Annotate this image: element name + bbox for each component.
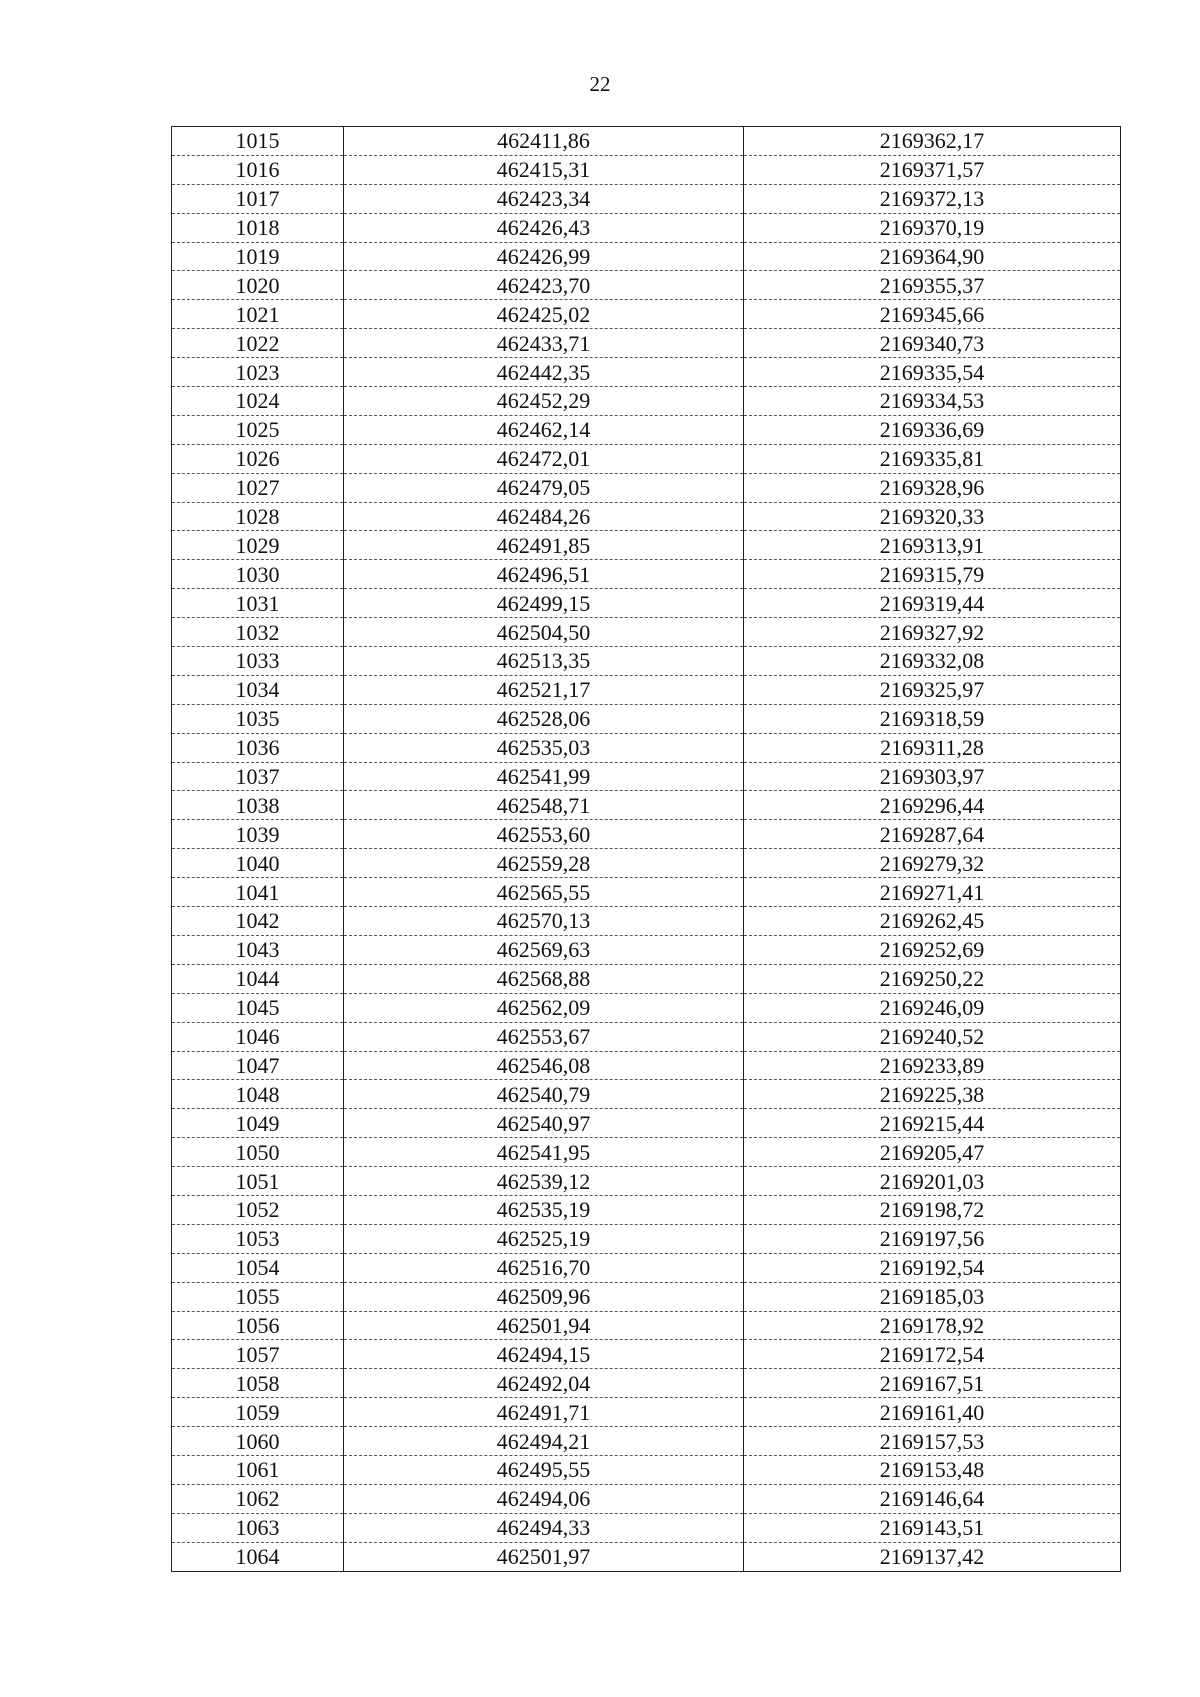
table-row [172,1340,1121,1369]
point-number-cell: 1046 [172,1022,344,1051]
table-row [172,849,1121,878]
x-coordinate-cell: 462540,79 [344,1080,744,1109]
y-coordinate-cell: 2169252,69 [744,935,1121,964]
y-coordinate-cell: 2169185,03 [744,1282,1121,1311]
y-coordinate-cell: 2169153,48 [744,1455,1121,1484]
y-coordinate-cell: 2169172,54 [744,1340,1121,1369]
point-number-cell: 1055 [172,1282,344,1311]
y-coordinate-cell: 2169271,41 [744,878,1121,907]
y-coordinate-cell: 2169205,47 [744,1138,1121,1167]
y-coordinate-cell: 2169197,56 [744,1224,1121,1253]
x-coordinate-cell: 462568,88 [344,964,744,993]
point-number-cell: 1024 [172,387,344,416]
x-coordinate-cell: 462553,60 [344,820,744,849]
y-coordinate-cell: 2169335,81 [744,444,1121,473]
y-coordinate-cell: 2169233,89 [744,1051,1121,1080]
y-coordinate-cell: 2169334,53 [744,387,1121,416]
table-row [172,1484,1121,1513]
y-coordinate-cell: 2169262,45 [744,907,1121,936]
point-number-cell: 1030 [172,560,344,589]
table-row [172,1167,1121,1196]
y-coordinate-cell: 2169279,32 [744,849,1121,878]
point-number-cell: 1031 [172,589,344,618]
x-coordinate-cell: 462565,55 [344,878,744,907]
x-coordinate-cell: 462509,96 [344,1282,744,1311]
table-row [172,1253,1121,1282]
table-row [172,618,1121,647]
y-coordinate-cell: 2169296,44 [744,791,1121,820]
x-coordinate-cell: 462433,71 [344,329,744,358]
x-coordinate-cell: 462541,99 [344,762,744,791]
point-number-cell: 1062 [172,1484,344,1513]
x-coordinate-cell: 462535,03 [344,733,744,762]
x-coordinate-cell: 462472,01 [344,444,744,473]
x-coordinate-cell: 462411,86 [344,127,744,156]
page-number: 22 [589,72,611,96]
x-coordinate-cell: 462425,02 [344,300,744,329]
point-number-cell: 1054 [172,1253,344,1282]
x-coordinate-cell: 462462,14 [344,415,744,444]
y-coordinate-cell: 2169178,92 [744,1311,1121,1340]
point-number-cell: 1036 [172,733,344,762]
point-number-cell: 1048 [172,1080,344,1109]
table-row [172,444,1121,473]
x-coordinate-cell: 462494,21 [344,1427,744,1456]
x-coordinate-cell: 462516,70 [344,1253,744,1282]
y-coordinate-cell: 2169225,38 [744,1080,1121,1109]
x-coordinate-cell: 462442,35 [344,358,744,387]
table-row [172,184,1121,213]
y-coordinate-cell: 2169198,72 [744,1195,1121,1224]
point-number-cell: 1064 [172,1542,344,1571]
point-number-cell: 1021 [172,300,344,329]
x-coordinate-cell: 462521,17 [344,675,744,704]
point-number-cell: 1027 [172,473,344,502]
point-number-cell: 1051 [172,1167,344,1196]
table-row [172,213,1121,242]
point-number-cell: 1043 [172,935,344,964]
table-row [172,1080,1121,1109]
point-number-cell: 1050 [172,1138,344,1167]
x-coordinate-cell: 462504,50 [344,618,744,647]
table-row [172,1398,1121,1427]
coordinates-table [171,126,1121,1572]
y-coordinate-cell: 2169364,90 [744,242,1121,271]
x-coordinate-cell: 462570,13 [344,907,744,936]
point-number-cell: 1060 [172,1427,344,1456]
y-coordinate-cell: 2169143,51 [744,1513,1121,1542]
point-number-cell: 1058 [172,1369,344,1398]
x-coordinate-cell: 462423,34 [344,184,744,213]
point-number-cell: 1047 [172,1051,344,1080]
table-row [172,791,1121,820]
point-number-cell: 1016 [172,155,344,184]
x-coordinate-cell: 462426,99 [344,242,744,271]
table-row [172,993,1121,1022]
table-row [172,733,1121,762]
table-row [172,1427,1121,1456]
x-coordinate-cell: 462415,31 [344,155,744,184]
y-coordinate-cell: 2169371,57 [744,155,1121,184]
table-row [172,589,1121,618]
y-coordinate-cell: 2169335,54 [744,358,1121,387]
table-row [172,1138,1121,1167]
point-number-cell: 1015 [172,127,344,156]
table-row [172,935,1121,964]
y-coordinate-cell: 2169192,54 [744,1253,1121,1282]
x-coordinate-cell: 462491,85 [344,531,744,560]
table-row [172,1051,1121,1080]
coordinates-table-body [172,127,1121,1572]
table-row [172,300,1121,329]
y-coordinate-cell: 2169340,73 [744,329,1121,358]
x-coordinate-cell: 462495,55 [344,1455,744,1484]
y-coordinate-cell: 2169287,64 [744,820,1121,849]
x-coordinate-cell: 462496,51 [344,560,744,589]
x-coordinate-cell: 462484,26 [344,502,744,531]
y-coordinate-cell: 2169370,19 [744,213,1121,242]
table-row [172,820,1121,849]
y-coordinate-cell: 2169319,44 [744,589,1121,618]
point-number-cell: 1057 [172,1340,344,1369]
point-number-cell: 1025 [172,415,344,444]
table-row [172,531,1121,560]
table-row [172,907,1121,936]
table-row [172,127,1121,156]
x-coordinate-cell: 462501,97 [344,1542,744,1571]
x-coordinate-cell: 462492,04 [344,1369,744,1398]
point-number-cell: 1034 [172,675,344,704]
table-row [172,155,1121,184]
point-number-cell: 1063 [172,1513,344,1542]
point-number-cell: 1018 [172,213,344,242]
point-number-cell: 1029 [172,531,344,560]
point-number-cell: 1041 [172,878,344,907]
y-coordinate-cell: 2169201,03 [744,1167,1121,1196]
y-coordinate-cell: 2169315,79 [744,560,1121,589]
point-number-cell: 1061 [172,1455,344,1484]
table-row [172,1542,1121,1571]
x-coordinate-cell: 462479,05 [344,473,744,502]
x-coordinate-cell: 462426,43 [344,213,744,242]
table-row [172,1224,1121,1253]
point-number-cell: 1052 [172,1195,344,1224]
point-number-cell: 1022 [172,329,344,358]
table-row [172,387,1121,416]
point-number-cell: 1038 [172,791,344,820]
point-number-cell: 1019 [172,242,344,271]
x-coordinate-cell: 462535,19 [344,1195,744,1224]
x-coordinate-cell: 462559,28 [344,849,744,878]
point-number-cell: 1040 [172,849,344,878]
y-coordinate-cell: 2169345,66 [744,300,1121,329]
table-row [172,647,1121,676]
point-number-cell: 1017 [172,184,344,213]
x-coordinate-cell: 462540,97 [344,1109,744,1138]
table-row [172,502,1121,531]
y-coordinate-cell: 2169327,92 [744,618,1121,647]
table-row [172,1022,1121,1051]
y-coordinate-cell: 2169320,33 [744,502,1121,531]
point-number-cell: 1059 [172,1398,344,1427]
y-coordinate-cell: 2169311,28 [744,733,1121,762]
table-row [172,964,1121,993]
y-coordinate-cell: 2169362,17 [744,127,1121,156]
point-number-cell: 1032 [172,618,344,647]
y-coordinate-cell: 2169137,42 [744,1542,1121,1571]
y-coordinate-cell: 2169355,37 [744,271,1121,300]
y-coordinate-cell: 2169250,22 [744,964,1121,993]
x-coordinate-cell: 462553,67 [344,1022,744,1051]
table-row [172,242,1121,271]
table-row [172,762,1121,791]
point-number-cell: 1042 [172,907,344,936]
point-number-cell: 1049 [172,1109,344,1138]
point-number-cell: 1053 [172,1224,344,1253]
point-number-cell: 1056 [172,1311,344,1340]
x-coordinate-cell: 462494,15 [344,1340,744,1369]
y-coordinate-cell: 2169332,08 [744,647,1121,676]
y-coordinate-cell: 2169240,52 [744,1022,1121,1051]
y-coordinate-cell: 2169161,40 [744,1398,1121,1427]
table-row [172,1455,1121,1484]
y-coordinate-cell: 2169303,97 [744,762,1121,791]
y-coordinate-cell: 2169215,44 [744,1109,1121,1138]
point-number-cell: 1028 [172,502,344,531]
y-coordinate-cell: 2169372,13 [744,184,1121,213]
x-coordinate-cell: 462569,63 [344,935,744,964]
table-row [172,1311,1121,1340]
table-row [172,329,1121,358]
x-coordinate-cell: 462562,09 [344,993,744,1022]
x-coordinate-cell: 462528,06 [344,704,744,733]
point-number-cell: 1033 [172,647,344,676]
table-row [172,415,1121,444]
y-coordinate-cell: 2169157,53 [744,1427,1121,1456]
x-coordinate-cell: 462539,12 [344,1167,744,1196]
x-coordinate-cell: 462513,35 [344,647,744,676]
x-coordinate-cell: 462494,33 [344,1513,744,1542]
point-number-cell: 1023 [172,358,344,387]
x-coordinate-cell: 462548,71 [344,791,744,820]
table-row [172,1282,1121,1311]
x-coordinate-cell: 462525,19 [344,1224,744,1253]
point-number-cell: 1039 [172,820,344,849]
point-number-cell: 1026 [172,444,344,473]
point-number-cell: 1020 [172,271,344,300]
y-coordinate-cell: 2169325,97 [744,675,1121,704]
table-row [172,675,1121,704]
point-number-cell: 1044 [172,964,344,993]
x-coordinate-cell: 462499,15 [344,589,744,618]
x-coordinate-cell: 462491,71 [344,1398,744,1427]
y-coordinate-cell: 2169167,51 [744,1369,1121,1398]
point-number-cell: 1037 [172,762,344,791]
x-coordinate-cell: 462541,95 [344,1138,744,1167]
y-coordinate-cell: 2169318,59 [744,704,1121,733]
table-row [172,1195,1121,1224]
y-coordinate-cell: 2169313,91 [744,531,1121,560]
table-row [172,358,1121,387]
x-coordinate-cell: 462423,70 [344,271,744,300]
table-row [172,560,1121,589]
point-number-cell: 1045 [172,993,344,1022]
y-coordinate-cell: 2169146,64 [744,1484,1121,1513]
table-row [172,704,1121,733]
x-coordinate-cell: 462501,94 [344,1311,744,1340]
x-coordinate-cell: 462546,08 [344,1051,744,1080]
table-row [172,1369,1121,1398]
y-coordinate-cell: 2169328,96 [744,473,1121,502]
x-coordinate-cell: 462452,29 [344,387,744,416]
table-row [172,1513,1121,1542]
y-coordinate-cell: 2169336,69 [744,415,1121,444]
y-coordinate-cell: 2169246,09 [744,993,1121,1022]
table-row [172,1109,1121,1138]
point-number-cell: 1035 [172,704,344,733]
x-coordinate-cell: 462494,06 [344,1484,744,1513]
table-row [172,878,1121,907]
table-row [172,473,1121,502]
table-row [172,271,1121,300]
